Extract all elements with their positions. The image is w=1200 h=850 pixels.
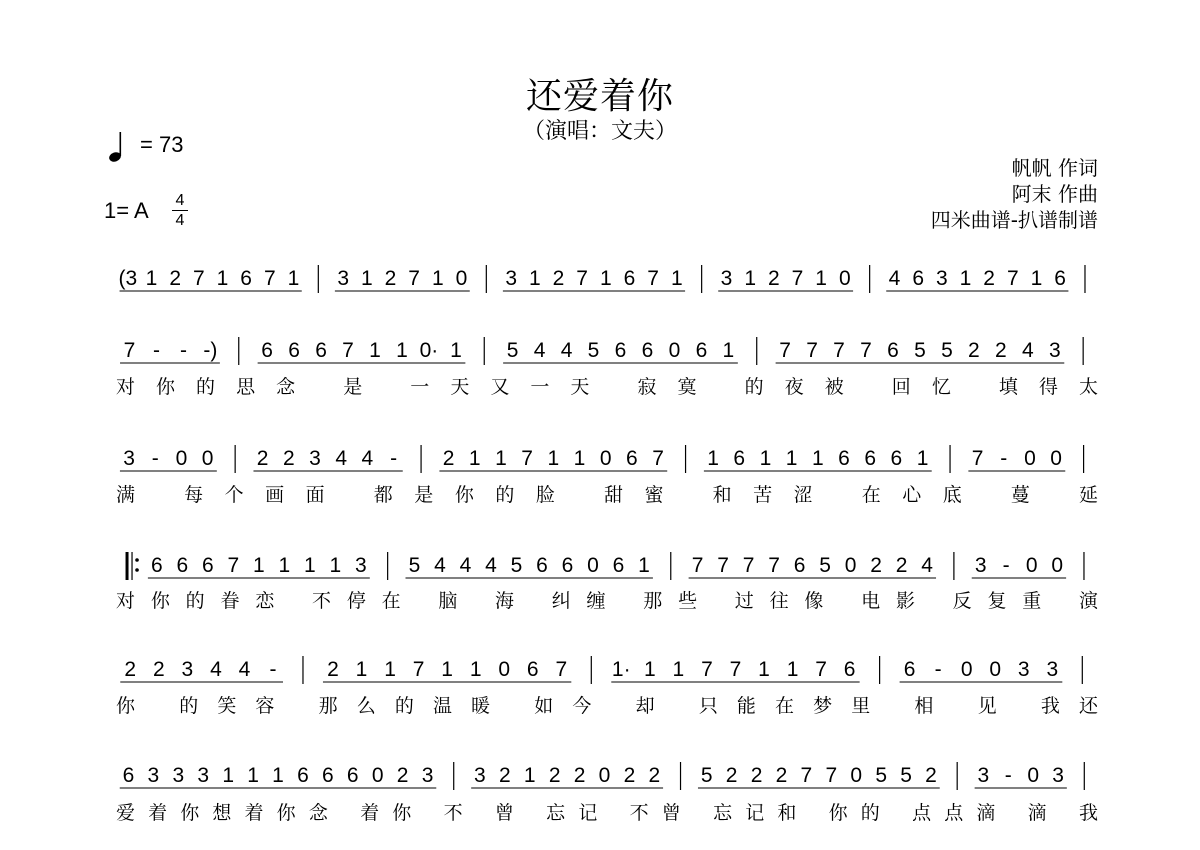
note-token: 1 bbox=[329, 554, 342, 577]
note-token: 6 bbox=[733, 447, 746, 470]
note-token: 3 bbox=[123, 447, 135, 470]
note-token: 4 bbox=[921, 554, 933, 577]
note-token: 6 bbox=[614, 339, 627, 362]
note-token: 1 bbox=[287, 267, 300, 290]
note-token: 1 bbox=[916, 447, 929, 470]
note-token: 6 bbox=[793, 554, 806, 577]
note-token: 5 bbox=[900, 764, 912, 787]
note-token: 7 bbox=[192, 267, 205, 290]
note-token: 0 bbox=[1051, 554, 1064, 577]
note-token: -) bbox=[203, 339, 218, 362]
note-token: 6 bbox=[623, 267, 636, 290]
note-token: 6 bbox=[887, 339, 899, 362]
note-token: 4 bbox=[1022, 339, 1034, 362]
note-token: 0 bbox=[201, 447, 214, 470]
note-token: 2 bbox=[384, 267, 397, 290]
note-token: 4 bbox=[434, 554, 446, 577]
note-token: 3 bbox=[197, 764, 210, 787]
note-token: 1 bbox=[469, 658, 482, 681]
note-token: 1 bbox=[495, 447, 507, 470]
time-signature-top: 4 bbox=[175, 192, 185, 209]
note-token: 1 bbox=[468, 447, 481, 470]
note-token: 6 bbox=[201, 554, 214, 577]
note-token: 6 bbox=[1054, 267, 1066, 290]
note-token: 7 bbox=[742, 554, 755, 577]
note-token: 4 bbox=[361, 447, 374, 470]
note-token: 3 bbox=[147, 764, 160, 787]
note-token: 1 bbox=[216, 267, 229, 290]
note-token: 2 bbox=[995, 339, 1007, 362]
note-token: 6 bbox=[912, 267, 925, 290]
note-token: 1 bbox=[573, 447, 586, 470]
arranger-credit: 四米曲谱-扒谱制谱 bbox=[930, 208, 1098, 232]
note-token: 7 bbox=[263, 267, 276, 290]
note-token: 7 bbox=[521, 447, 533, 470]
repeat-dot bbox=[135, 568, 139, 572]
note-token: 4 bbox=[335, 447, 348, 470]
note-token: 4 bbox=[888, 267, 901, 290]
note-token: 7 bbox=[860, 339, 872, 362]
note-token: 7 bbox=[768, 554, 780, 577]
note-token: 4 bbox=[533, 339, 546, 362]
note-token: 5 bbox=[819, 554, 831, 577]
note-token: 2 bbox=[983, 267, 995, 290]
note-token: - bbox=[390, 447, 398, 470]
note-token: - bbox=[179, 339, 187, 362]
note-token: 1 bbox=[599, 267, 612, 290]
note-token: 7 bbox=[701, 658, 713, 681]
note-token: 2 bbox=[282, 447, 295, 470]
note-token: 7 bbox=[779, 339, 791, 362]
note-token: 1 bbox=[528, 267, 541, 290]
note-token: 0 bbox=[1025, 554, 1038, 577]
note-token: 7 bbox=[691, 554, 704, 577]
note-token: 6 bbox=[526, 658, 539, 681]
note-token: 1 bbox=[707, 447, 719, 470]
note-token: 1 bbox=[145, 267, 158, 290]
repeat-dot bbox=[135, 558, 139, 562]
note-token: 6 bbox=[838, 447, 850, 470]
note-token: - bbox=[269, 658, 277, 681]
note-token: 1 bbox=[811, 447, 824, 470]
note-token: 1 bbox=[278, 554, 291, 577]
note-token: 2 bbox=[152, 658, 165, 681]
note-token: 2 bbox=[552, 267, 565, 290]
note-token: 6 bbox=[176, 554, 189, 577]
note-token: 1 bbox=[638, 554, 650, 577]
note-token: 6 bbox=[122, 764, 135, 787]
composer-credit: 阿末 作曲 bbox=[1011, 182, 1098, 206]
note-token: 6 bbox=[150, 554, 163, 577]
note-token: 1 bbox=[304, 554, 316, 577]
note-token: 2 bbox=[573, 764, 586, 787]
note-token: 7 bbox=[717, 554, 729, 577]
note-token: 1 bbox=[384, 658, 396, 681]
note-token: 5 bbox=[408, 554, 421, 577]
note-token: 5 bbox=[510, 554, 523, 577]
note-token: 2 bbox=[396, 764, 409, 787]
note-token: 3 bbox=[181, 658, 194, 681]
note-token: 1 bbox=[786, 658, 799, 681]
note-token: 1 bbox=[959, 267, 972, 290]
note-token: 6 bbox=[890, 447, 903, 470]
note-token: 3 bbox=[172, 764, 185, 787]
song-title: 还爱着你 bbox=[525, 76, 674, 117]
note-token: 0 bbox=[850, 764, 863, 787]
note-token: 2 bbox=[767, 267, 780, 290]
note-token: 2 bbox=[169, 267, 182, 290]
note-token: 1 bbox=[722, 339, 735, 362]
note-token: 3 bbox=[505, 267, 518, 290]
note-token: 2 bbox=[775, 764, 788, 787]
key-signature: 1= A bbox=[104, 198, 149, 223]
note-token: 1 bbox=[672, 658, 685, 681]
note-token: 7 bbox=[833, 339, 845, 362]
note-token: 1 bbox=[431, 267, 444, 290]
note-token: 0 bbox=[455, 267, 468, 290]
note-token: 2 bbox=[327, 658, 339, 681]
note-token: 4 bbox=[560, 339, 573, 362]
note-token: 0 bbox=[960, 658, 973, 681]
note-token: 7 bbox=[123, 339, 136, 362]
note-token: 1 bbox=[758, 658, 770, 681]
lyric-line: 爱着你想着你念 着你 不 曾 忘记 不曾 忘记和 你的 点点滴 滴 我 bbox=[116, 802, 1099, 824]
note-token: 1 bbox=[643, 658, 656, 681]
note-token: 7 bbox=[791, 267, 804, 290]
note-token: 7 bbox=[412, 658, 425, 681]
note-token: 1 bbox=[523, 764, 536, 787]
time-signature-bottom: 4 bbox=[175, 212, 185, 229]
note-token: 0 bbox=[1050, 447, 1062, 470]
note-token: 7 bbox=[815, 658, 827, 681]
note-token: 7 bbox=[800, 764, 813, 787]
note-token: 6 bbox=[536, 554, 548, 577]
lyric-line: 对你的思念 是 一天又一天 寂寞 的夜被 回忆 填得太 bbox=[116, 376, 1098, 398]
note-token: 2 bbox=[498, 764, 511, 787]
note-token: 2 bbox=[895, 554, 908, 577]
note-token: 7 bbox=[806, 339, 818, 362]
note-token: 2 bbox=[750, 764, 763, 787]
note-token: 5 bbox=[875, 764, 888, 787]
note-token: 2 bbox=[124, 658, 137, 681]
note-token: 6 bbox=[322, 764, 334, 787]
note-token: 0 bbox=[844, 554, 857, 577]
note-token: 0 bbox=[838, 267, 851, 290]
note-token: 0 bbox=[668, 339, 681, 362]
note-token: 1 bbox=[355, 658, 368, 681]
note-token: 0 bbox=[1024, 447, 1036, 470]
note-token: 3 bbox=[974, 554, 987, 577]
note-token: 3 bbox=[720, 267, 733, 290]
note-token: 7 bbox=[342, 339, 354, 362]
note-token: 0 bbox=[1027, 764, 1040, 787]
lyric-line: 你 的笑容 那么的温暖 如今 却 只能在梦里 相 见 我还 bbox=[116, 695, 1098, 717]
note-token: 0 bbox=[587, 554, 599, 577]
note-token: 6 bbox=[641, 339, 654, 362]
note-token: 6 bbox=[695, 339, 708, 362]
note-token: 7 bbox=[227, 554, 240, 577]
tempo-value: = 73 bbox=[140, 132, 184, 157]
note-token: 2 bbox=[648, 764, 661, 787]
note-token: 7 bbox=[647, 267, 659, 290]
note-token: 5 bbox=[941, 339, 953, 362]
note-token: 1 bbox=[785, 447, 798, 470]
note-token: 1 bbox=[815, 267, 827, 290]
note-token: 3 bbox=[355, 554, 367, 577]
note-token: 6 bbox=[240, 267, 252, 290]
note-token: - bbox=[1004, 764, 1012, 787]
note-token: 6 bbox=[864, 447, 877, 470]
note-token: 4 bbox=[210, 658, 222, 681]
note-token: 7 bbox=[576, 267, 588, 290]
note-token: 6 bbox=[297, 764, 309, 787]
note-token: - bbox=[1000, 447, 1008, 470]
note-token: 7 bbox=[555, 658, 568, 681]
note-token: 3 bbox=[1017, 658, 1030, 681]
note-token: 0 bbox=[989, 658, 1002, 681]
note-token: 0 bbox=[598, 764, 611, 787]
note-token: 4 bbox=[485, 554, 497, 577]
note-token: 0 bbox=[371, 764, 384, 787]
note-token: 2 bbox=[256, 447, 269, 470]
note-token: 2 bbox=[870, 554, 882, 577]
note-token: 7 bbox=[825, 764, 838, 787]
note-token: 2 bbox=[623, 764, 636, 787]
note-token: 1 bbox=[670, 267, 683, 290]
note-token: - bbox=[151, 447, 159, 470]
note-token: 6 bbox=[561, 554, 574, 577]
note-token: 1 bbox=[272, 764, 284, 787]
note-token: 6 bbox=[626, 447, 638, 470]
note-token: 6 bbox=[612, 554, 625, 577]
note-token: 1 bbox=[547, 447, 560, 470]
note-token: 2 bbox=[725, 764, 738, 787]
note-token: 3 bbox=[1048, 339, 1061, 362]
note-token: 1 bbox=[759, 447, 772, 470]
note-token: 6 bbox=[261, 339, 273, 362]
note-token: 5 bbox=[914, 339, 926, 362]
note-token: 1 bbox=[396, 339, 408, 362]
song-subtitle: （演唱：文夫） bbox=[522, 119, 677, 144]
note-token: 6 bbox=[315, 339, 327, 362]
note-token: 1 bbox=[744, 267, 757, 290]
note-token: 0 bbox=[599, 447, 612, 470]
lyricist-credit: 帆帆 作词 bbox=[1011, 156, 1098, 180]
note-token: 6 bbox=[903, 658, 916, 681]
note-token: 3 bbox=[1046, 658, 1059, 681]
note-token: 3 bbox=[977, 764, 990, 787]
note-token: - bbox=[152, 339, 160, 362]
note-token: 3 bbox=[309, 447, 321, 470]
note-token: 2 bbox=[925, 764, 937, 787]
note-token: 1 bbox=[450, 339, 462, 362]
note-token: 0 bbox=[175, 447, 188, 470]
note-token: 6 bbox=[843, 658, 856, 681]
lyric-line: 对你的眷恋 不停在 脑 海 纠缠 那些 过往像 电影 反复重 演 bbox=[116, 590, 1098, 612]
note-token: 6 bbox=[288, 339, 300, 362]
note-token: 1 bbox=[222, 764, 235, 787]
note-token: 6 bbox=[346, 764, 359, 787]
note-token: 3 bbox=[1052, 764, 1064, 787]
note-token: 3 bbox=[421, 764, 434, 787]
note-token: 5 bbox=[587, 339, 600, 362]
note-token: 1 bbox=[441, 658, 453, 681]
note-token: 7 bbox=[1006, 267, 1019, 290]
note-token: 1 bbox=[369, 339, 381, 362]
note-token: 4 bbox=[459, 554, 472, 577]
note-token: 2 bbox=[442, 447, 455, 470]
note-token: 0 bbox=[498, 658, 511, 681]
note-token: 1· bbox=[611, 658, 631, 681]
note-token: - bbox=[934, 658, 942, 681]
note-token: 5 bbox=[700, 764, 713, 787]
note-token: 5 bbox=[506, 339, 519, 362]
note-token: 0· bbox=[419, 339, 439, 362]
note-token: 7 bbox=[729, 658, 742, 681]
note-token: 3 bbox=[337, 267, 350, 290]
note-token: 4 bbox=[238, 658, 251, 681]
note-token: 1 bbox=[1030, 267, 1043, 290]
note-token: 1 bbox=[247, 764, 259, 787]
note-token: 7 bbox=[652, 447, 664, 470]
note-token: 3 bbox=[474, 764, 486, 787]
note-token: 2 bbox=[548, 764, 561, 787]
note-token: 7 bbox=[971, 447, 984, 470]
note-token: 1 bbox=[252, 554, 265, 577]
note-token: - bbox=[1002, 554, 1010, 577]
note-token: 1 bbox=[360, 267, 373, 290]
note-token: 2 bbox=[968, 339, 980, 362]
note-token: 7 bbox=[408, 267, 420, 290]
note-token: 3 bbox=[935, 267, 948, 290]
note-token: (3 bbox=[118, 267, 138, 290]
lyric-line: 满 每个画面 都是你的脸 甜蜜 和苦涩 在心底 蔓 延 bbox=[116, 484, 1098, 506]
